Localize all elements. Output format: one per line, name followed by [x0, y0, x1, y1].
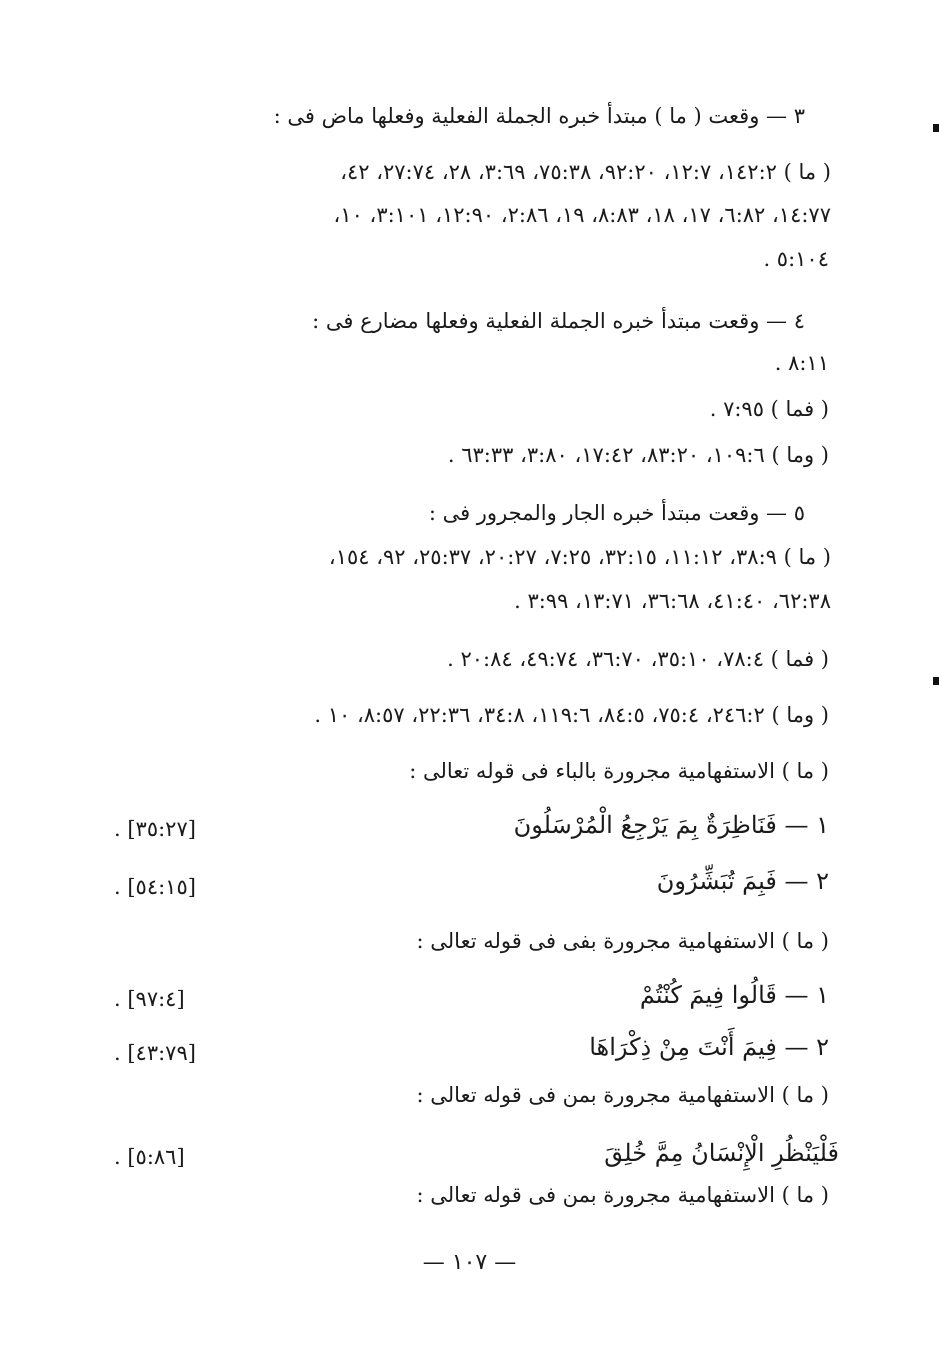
- page-number: — ١٠٧ —: [422, 1250, 517, 1275]
- subsection-fi-heading: ( ما ) الاستفهامية مجرورة بفى فى قوله تعالى :: [416, 929, 829, 953]
- verse-fi-2: ٢ — فِيمَ أَنْتَ مِنْ ذِكْرَاهَا: [589, 1033, 829, 1061]
- subsection-min-heading-2: ( ما ) الاستفهامية مجرورة بمن فى قوله تعالى :: [416, 1183, 829, 1207]
- subsection-ba-heading: ( ما ) الاستفهامية مجرورة بالباء فى قوله تعالى :: [409, 759, 829, 783]
- verse-fi-1: ١ — قَالُوا فِيمَ كُنْتُمْ: [639, 981, 829, 1009]
- section-4-refs-line-2: ( فما ) ٧:٩٥ .: [709, 397, 829, 421]
- section-5-refs-line-2: ٦٢:٣٨، ٤١:٤٠، ٣٦:٦٨، ١٣:٧١، ٣:٩٩ .: [514, 589, 831, 613]
- section-4-refs-line-3: ( وما ) ١٠٩:٦، ٨٣:٢٠، ١٧:٤٢، ٣:٨٠، ٦٣:٣٣ .: [447, 443, 829, 467]
- section-3-refs-line-3: ٥:١٠٤ .: [763, 247, 829, 271]
- section-5-refs-line-3: ( فما ) ٧٨:٤، ٣٥:١٠، ٣٦:٧٠، ٤٩:٧٤، ٢٠:٨٤ .: [447, 647, 829, 671]
- verse-ba-2: ٢ — فَبِمَ تُبَشِّرُونَ: [656, 867, 829, 895]
- section-4-refs-line-1: ٨:١١ .: [774, 351, 829, 375]
- citation-ba-1: [٣٥:٢٧] .: [114, 817, 196, 841]
- subsection-min-heading: ( ما ) الاستفهامية مجرورة بمن فى قوله تعالى :: [416, 1083, 829, 1107]
- section-3-refs-line-1: ( ما ) ١٤٢:٢، ١٢:٧، ٩٢:٢٠، ٧٥:٣٨، ٣:٦٩، ٢٨، ٢٧:٧٤، ٤٢،: [340, 160, 831, 184]
- section-5-refs-line-4: ( وما ) ٢٤٦:٢، ٧٥:٤، ٨٤:٥، ١١٩:٦، ٣٤:٨، ٢٢:٣٦، ٨:٥٧، ١٠ .: [314, 703, 829, 727]
- verse-min-1: فَلْيَنْظُرِ الْإِنْسَانُ مِمَّ خُلِقَ: [604, 1139, 839, 1167]
- citation-ba-2: [٥٤:١٥] .: [114, 875, 196, 899]
- citation-min-1: [٥:٨٦] .: [114, 1145, 185, 1169]
- citation-fi-2: [٤٣:٧٩] .: [114, 1041, 196, 1065]
- section-3-heading: ٣ — وقعت ( ما ) مبتدأ خبره الجملة الفعلية وفعلها ماض فى :: [273, 104, 805, 128]
- section-4-heading: ٤ — وقعت مبتدأ خبره الجملة الفعلية وفعلها مضارع فى :: [312, 309, 805, 333]
- section-5-refs-line-1: ( ما ) ٣٨:٩، ١١:١٢، ٣٢:١٥، ٧:٢٥، ٢٠:٢٧، ٢٥:٣٧، ٩٢، ١٥٤،: [328, 545, 831, 569]
- section-5-heading: ٥ — وقعت مبتدأ خبره الجار والمجرور فى :: [428, 501, 805, 525]
- citation-fi-1: [٩٧:٤] .: [114, 987, 185, 1011]
- margin-mark: [933, 124, 939, 132]
- section-3-refs-line-2: ١٤:٧٧، ٦:٨٢، ١٧، ١٨، ٨:٨٣، ١٩، ٢:٨٦، ١٢:٩٠، ٣:١٠١، ١٠،: [333, 203, 831, 227]
- verse-ba-1: ١ — فَنَاظِرَةٌ بِمَ يَرْجِعُ الْمُرْسَلُونَ: [513, 811, 829, 839]
- margin-mark: [933, 677, 939, 685]
